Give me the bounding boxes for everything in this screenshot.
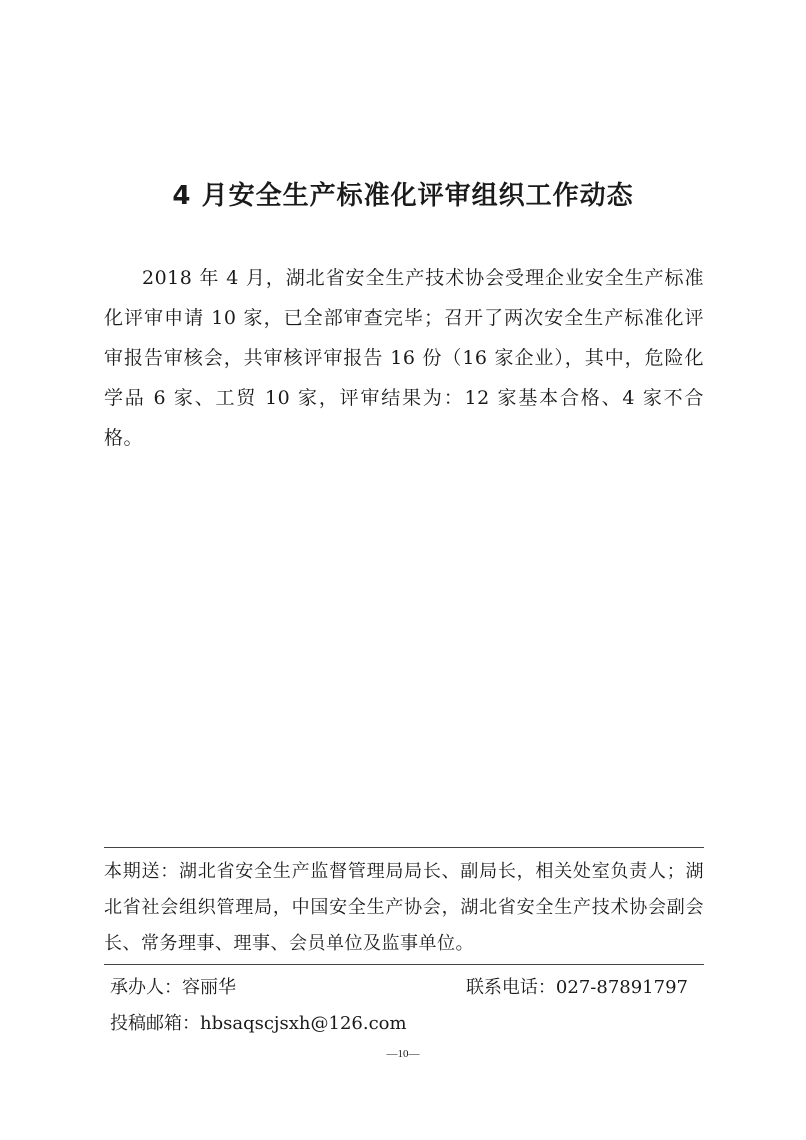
- phone-text: 联系电话：027-87891797: [465, 977, 688, 998]
- contact-block: [104, 970, 704, 1042]
- body-paragraph: 2018 年 4 月，湖北省安全生产技术协会受理企业安全生产标准化评审申请 10 家，已全部审查完毕；召开了两次安全生产标准化评审报告审核会，共审核评审报告 16 份（16 家企业），其中，危险化学品 6 家、工贸 10 家，评审结果为：12 家基本合格、4 家不合格。: [104, 267, 704, 449]
- divider-top: [104, 847, 704, 848]
- page-number: —10—: [386, 1048, 420, 1060]
- email-row: [104, 1006, 704, 1042]
- distribution-list: 本期送：湖北省安全生产监督管理局局长、副局长，相关处室负责人；湖北省社会组织管理局，中国安全生产协会，湖北省安全生产技术协会副会长、常务理事、理事、会员单位及监事单位。: [104, 861, 704, 954]
- divider-middle: [104, 964, 704, 965]
- email-text: 投稿邮箱：hbsaqscjsxh@126.com: [110, 1013, 407, 1034]
- handler-text: 承办人：容丽华: [110, 977, 236, 998]
- document-title: 4 月安全生产标准化评审组织工作动态: [172, 181, 634, 211]
- contact-row: [104, 970, 704, 1006]
